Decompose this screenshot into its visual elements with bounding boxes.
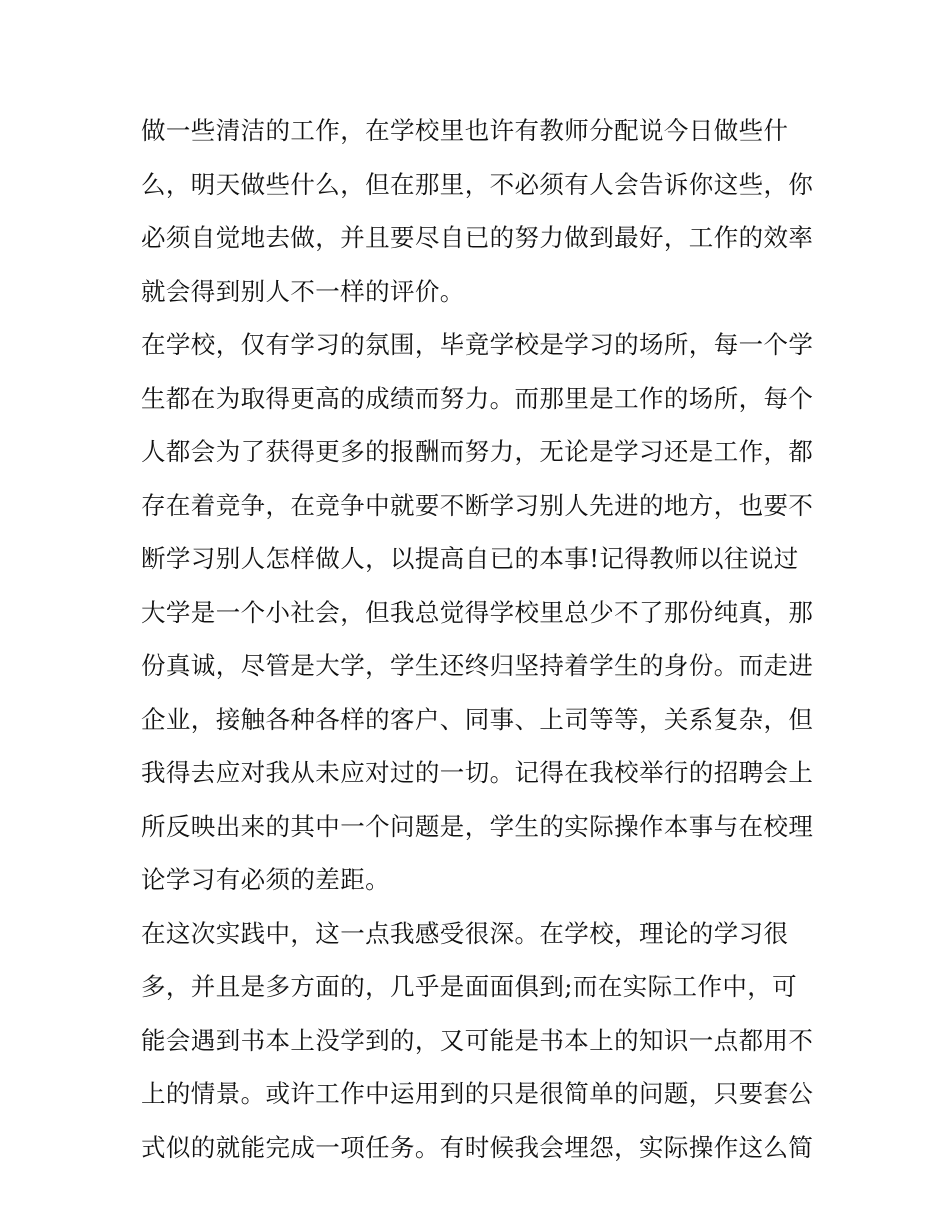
text-line: 么，明天做些什么，但在那里，不必须有人会告诉你这些，你 <box>141 169 814 199</box>
text-line: 上的情景。或许工作中运用到的只是很简单的问题，只要套公 <box>141 1079 814 1108</box>
text-line: 所反映出来的其中一个问题是，学生的实际操作本事与在校理 <box>141 811 814 841</box>
text-line: 做一些清洁的工作，在学校里也许有教师分配说今日做些什 <box>141 116 789 145</box>
text-line: 能会遇到书本上没学到的，又可能是书本上的知识一点都用不 <box>141 1025 814 1055</box>
text-line: 多，并且是多方面的，几乎是面面俱到;而在实际工作中，可 <box>141 972 798 1001</box>
text-line: 企业，接触各种各样的客户、同事、上司等等，关系复杂，但 <box>141 704 814 734</box>
text-line: 在学校，仅有学习的氛围，毕竟学校是学习的场所，每一个学 <box>141 330 814 359</box>
text-line: 人都会为了获得更多的报酬而努力，无论是学习还是工作，都 <box>141 437 814 466</box>
text-line: 份真诚，尽管是大学，学生还终归坚持着学生的身份。而走进 <box>141 651 814 680</box>
body-text <box>141 104 821 1174</box>
text-line: 生都在为取得更高的成绩而努力。而那里是工作的场所，每个 <box>141 383 814 413</box>
text-line: 就会得到别人不一样的评价。 <box>141 276 465 306</box>
text-line: 大学是一个小社会，但我总觉得学校里总少不了那份纯真，那 <box>141 597 814 627</box>
text-line: 我得去应对我从未应对过的一切。记得在我校举行的招聘会上 <box>141 758 814 787</box>
text-line: 论学习有必须的差距。 <box>141 865 390 894</box>
text-line: 断学习别人怎样做人，以提高自已的本事!记得教师以往说过 <box>141 544 799 573</box>
text-line: 式似的就能完成一项任务。有时候我会埋怨，实际操作这么简 <box>141 1132 814 1162</box>
text-line: 必须自觉地去做，并且要尽自已的努力做到最好，工作的效率 <box>141 223 814 252</box>
text-line: 存在着竞争，在竞争中就要不断学习别人先进的地方，也要不 <box>141 490 814 520</box>
text-line: 在这次实践中，这一点我感受很深。在学校，理论的学习很 <box>141 918 789 948</box>
